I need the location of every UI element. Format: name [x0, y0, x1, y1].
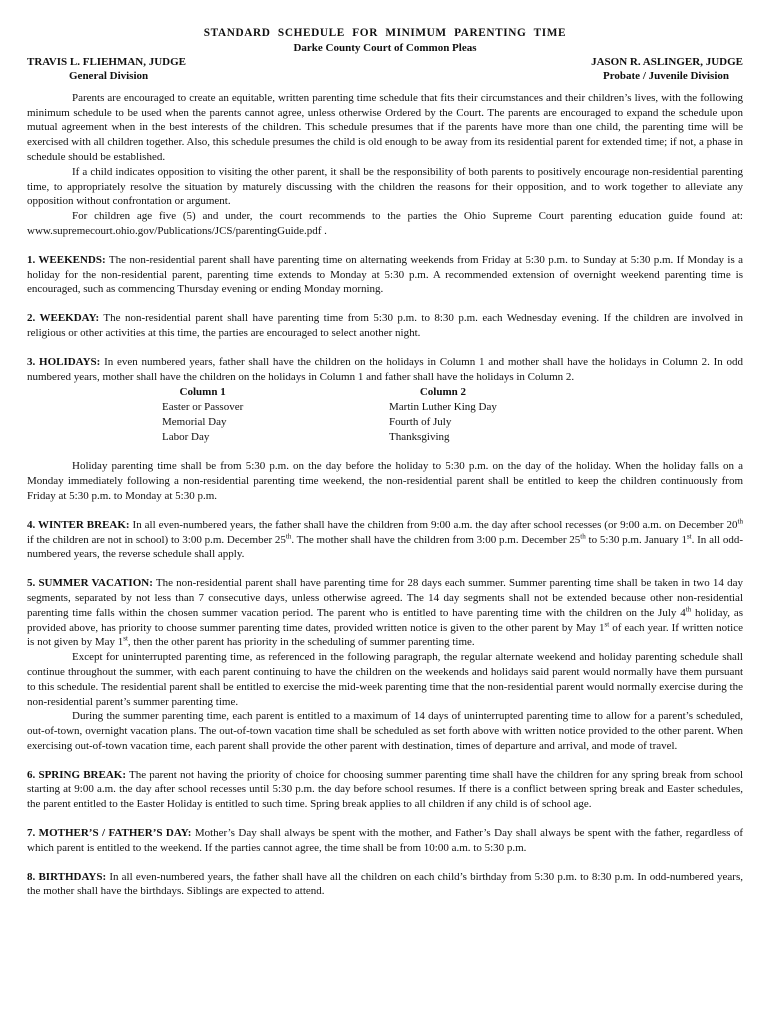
text-run: , then the other parent has priority in the scheduling of summer parenting time.	[127, 636, 475, 649]
section-holidays	[27, 355, 743, 385]
section-text: In even numbered years, father shall have the children on the holidays in Column 1 and mother shall have the holidays in Column 2. In odd numbered years, mother shall have the children on the holidays in Column 1 and father shall have the holidays in Column 2.	[27, 355, 743, 383]
section-text: Mother’s Day shall always be spent with the mother, and Father’s Day shall always be spent with the father, regardless of which parent is entitled to the weekend. If the parties cannot agree, the time shall be from 10:00 a.m. to 5:30 p.m.	[27, 827, 743, 854]
column-title: Column 2	[419, 386, 466, 399]
superscript: st	[604, 619, 610, 628]
text-run: to 5:30 p.m. January 1	[585, 533, 687, 546]
division-row	[27, 71, 743, 91]
section-text: The parent not having the priority of choice for choosing summer parenting time shall have the children for any spring break from school starting at 9:00 a.m. the day after school recesses until 5:30 p.m. the day before school resumes. If there is a conflict between spring break and Easter schedules, the parent entitled to the Easter Holiday is entitled to such time. Spring break applies to all children if any child is of school age.	[27, 768, 743, 811]
superscript: th	[580, 531, 586, 540]
division-right: Probate / Juvenile Division	[603, 69, 729, 82]
judge-left: TRAVIS L. FLIEHMAN, JUDGE	[27, 55, 187, 68]
superscript: st	[123, 634, 128, 643]
text-run: holiday, as provided above, has priority to choose summer parenting time dates, provided written notice is given to the other parent by May 1	[27, 606, 743, 634]
section-heading: 5. SUMMER VACATION:	[27, 577, 153, 590]
section-heading: 3. HOLIDAYS:	[27, 355, 101, 368]
holiday-column-2	[389, 385, 497, 444]
list-item: Thanksgiving	[389, 430, 450, 443]
intro-paragraph-2: If a child indicates opposition to visiting the other parent, it shall be the responsibility of both parents to positively encourage non-residential parenting time, to appropriately resolve the situation by maturely discussing with the children the reasons for their opposition, and to work together to alleviate any opposition without confrontation or argument.	[27, 165, 743, 208]
section-birthdays	[27, 870, 743, 900]
text-run: if the children are not in school) to 3:00 p.m. December 25	[27, 533, 286, 546]
text-run: of each year. If written notice is not given by May 1	[27, 621, 743, 649]
summer-paragraph-2: Except for uninterrupted parenting time, as referenced in the following paragraph, the regular alternate weekend and holiday parenting schedule shall continue throughout the summer, with each parent continuing to have the children on the weekends and holidays said parent would normally have them pursuant to this schedule. The residential parent shall be entitled to exercise the mid-week parenting time that the non-residential parent would normally exercise during the non-residential parent’s summer parenting time.	[27, 651, 743, 708]
text-run: . The mother shall have the children from 3:00 p.m. December 25	[291, 533, 581, 546]
intro-paragraph-3: For children age five (5) and under, the court recommends to the parties the Ohio Supreme Court parenting education guide found at: www.supremecourt.ohio.gov/Publications/JCS/parentingGuide.pdf .	[27, 210, 743, 237]
court-name: Darke County Court of Common Pleas	[293, 41, 477, 54]
text-run: In all even-numbered years, the father shall have the children from 9:00 a.m. the day after school recesses (or 9:00 a.m. on December 20	[129, 518, 738, 531]
holiday-column-1	[162, 385, 243, 444]
section-mothers-fathers-day	[27, 826, 743, 856]
text-run: . In all odd-numbered years, the reverse schedule shall apply.	[27, 533, 743, 561]
list-item: Martin Luther King Day	[389, 401, 497, 414]
section-text: The non-residential parent shall have parenting time from 5:30 p.m. to 8:30 p.m. each Wednesday evening. If the children are involved in religious or other activities at this time, the parties are encouraged to select another night.	[27, 312, 743, 339]
section-heading: 7. MOTHER’S / FATHER’S DAY:	[27, 827, 192, 840]
judge-right: JASON R. ASLINGER, JUDGE	[591, 55, 743, 68]
section-text: In all even-numbered years, the father shall have all the children on each child’s birthday from 5:30 p.m. to 8:30 p.m. In odd-numbered years, the mother shall have the birthdays. Siblings are expected to attend.	[27, 870, 743, 898]
section-text: The non-residential parent shall have parenting time on alternating weekends from Friday at 5:30 p.m. to Sunday at 5:30 p.m. If Monday is a holiday for the non-residential parent, parenting time extends to Monday at 5:30 p.m. A recommended extension of overnight weekend parenting time is encouraged, such as commencing Thursday evening or ending Monday morning.	[27, 253, 743, 296]
superscript: st	[686, 531, 692, 540]
superscript: th	[737, 517, 743, 526]
section-heading: 4. WINTER BREAK:	[27, 518, 130, 531]
list-item: Labor Day	[162, 430, 210, 443]
column-title: Column 1	[179, 386, 226, 399]
section-weekends	[27, 253, 743, 297]
list-item: Easter or Passover	[162, 401, 244, 414]
summer-paragraph-3: During the summer parenting time, each parent is entitled to a maximum of 14 days of uninterrupted parenting time to allow for a parent’s scheduled, out-of-town, overnight vacation plans. The out-of-town vacation time shall be scheduled as set forth above with written notice provided to the other parent. When exercising out-of-town vacation time, each parent shall provide the other parent with destination, times of departure and arrival, and mode of travel.	[27, 710, 743, 752]
section-winter-break	[27, 518, 743, 562]
intro-paragraph-1: Parents are encouraged to create an equitable, written parenting time schedule that fits their circumstances and their children’s lives, with the following minimum schedule to be used when the parents cannot agree, unless otherwise Ordered by the Court. The parents are encouraged to expand the schedule upon mutual agreement when in the best interests of the children. This schedule presumes that if the parents have more than one child, the parenting time will be exercised with all children together. Also, this schedule presumes the child is old enough to be away from its residential parent for extended time; if not, a phase in schedule should be established.	[27, 91, 743, 163]
section-summer-vacation	[27, 576, 743, 650]
section-heading: 8. BIRTHDAYS:	[27, 870, 107, 883]
section-heading: 6. SPRING BREAK:	[27, 768, 126, 781]
list-item: Memorial Day	[162, 415, 227, 428]
document-title: STANDARD SCHEDULE FOR MINIMUM PARENTING TIME	[203, 27, 567, 39]
holiday-columns	[27, 385, 743, 445]
text-run: The non-residential parent shall have parenting time for 28 days each summer. Summer parenting time shall be taken in two 14 day segments, separated by not less than 7 consecutive days, unless otherwise agreed. The 14 day segments shall not be extended because other non-residential parenting time falls within the chosen summer vacation period. The parent who is entitled to have parenting time with the children on the July 4	[27, 577, 743, 619]
list-item: Fourth of July	[389, 415, 452, 428]
superscript: th	[285, 531, 292, 540]
section-spring-break	[27, 768, 743, 812]
document-page	[27, 26, 743, 899]
division-left: General Division	[69, 69, 149, 82]
holiday-note: Holiday parenting time shall be from 5:30 p.m. on the day before the holiday to 5:30 p.m. on the day of the holiday. When the holiday falls on a Monday immediately following a non-residential parenting time weekend, the non-residential parent shall be entitled to keep the children continuously from Friday at 5:30 p.m. to Monday at 5:30 p.m.	[27, 460, 743, 502]
section-heading: 2. WEEKDAY:	[27, 312, 100, 325]
superscript: th	[685, 605, 692, 614]
header-block	[27, 41, 743, 71]
section-weekday	[27, 311, 743, 341]
section-heading: 1. WEEKENDS:	[27, 253, 106, 266]
